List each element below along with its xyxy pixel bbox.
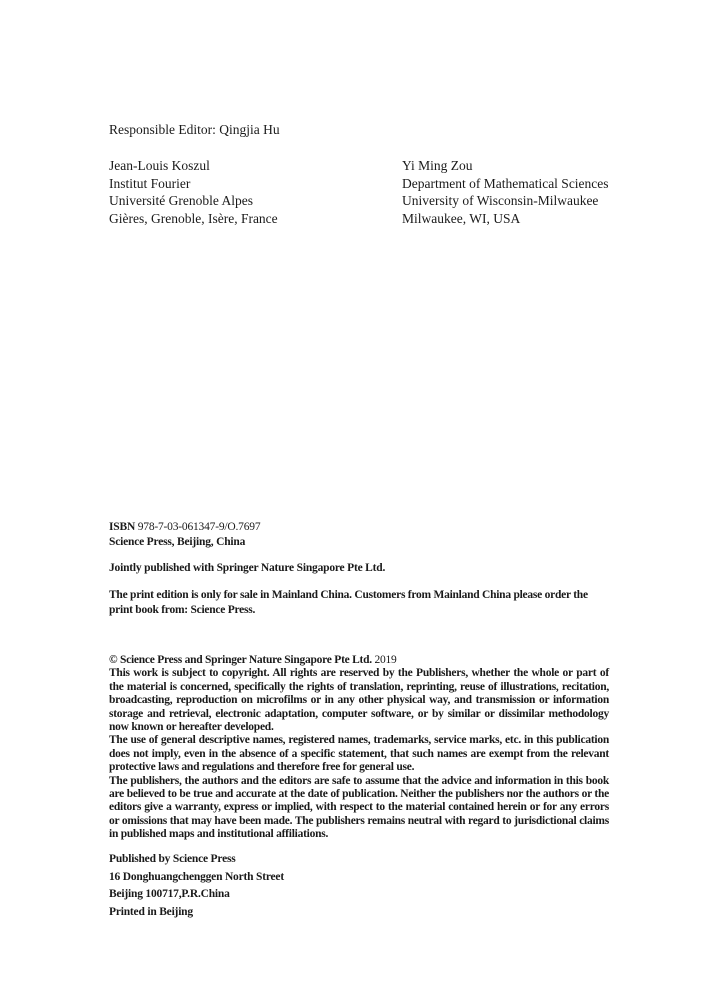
- author-name: Jean-Louis Koszul: [109, 158, 210, 173]
- editor-line: Responsible Editor: Qingjia Hu: [109, 122, 280, 137]
- copyright-holder: © Science Press and Springer Nature Singapore Pte Ltd.: [109, 654, 375, 666]
- author-affiliation: Université Grenoble Alpes: [109, 193, 253, 208]
- isbn-value: 978-7-03-061347-9/O.7697: [135, 521, 261, 533]
- author-affiliation: Department of Mathematical Sciences: [402, 175, 609, 191]
- author-name: Yi Ming Zou: [402, 158, 473, 173]
- author-location: Gières, Grenoble, Isère, France: [109, 210, 278, 226]
- author-location: Milwaukee, WI, USA: [402, 210, 521, 226]
- author-affiliation: University of Wisconsin-Milwaukee: [402, 193, 599, 208]
- copyright-holder-line: [109, 654, 609, 667]
- publisher-line: Published by Science Press: [109, 853, 236, 865]
- publisher-city: Beijing 100717,P.R.China: [109, 888, 230, 900]
- copyright-paragraph: This work is subject to copyright. All rights are reserved by the Publishers, whether the whole or part of the material is concerned, specifically the rights of translation, reprinting, reuse of illustrations, recitation, broadcasting, reproduction on microfilms or in any other physical way, and transmission or information storage and retrieval, electronic adaptation, computer software, or by similar or dissimilar methodology now known or hereafter developed.: [109, 667, 609, 734]
- jointly-published-note: Jointly published with Springer Nature Singapore Pte Ltd.: [109, 562, 386, 574]
- author-affiliation: Institut Fourier: [109, 175, 191, 191]
- isbn-label: ISBN: [109, 521, 136, 533]
- isbn-line: [109, 520, 260, 535]
- copyright-paragraph: The use of general descriptive names, registered names, trademarks, service marks, etc. in this publication does not imply, even in the absence of a specific statement, that such names are exempt from the relevant protective laws and regulations and therefore free for general use.: [109, 734, 609, 774]
- sale-note: The print edition is only for sale in Mainland China. Customers from Mainland China please order the print book from: Science Press.: [109, 589, 588, 616]
- responsible-editor: [109, 121, 280, 138]
- publisher-address: 16 Donghuangchenggen North Street: [109, 870, 284, 883]
- author-left: [109, 157, 278, 227]
- copyright-notice: [109, 654, 609, 842]
- publisher-info: [109, 851, 284, 921]
- press-line: Science Press, Beijing, China: [109, 536, 246, 548]
- printed-in: Printed in Beijing: [109, 905, 193, 918]
- copyright-paragraph: The publishers, the authors and the editors are safe to assume that the advice and information in this book are believed to be true and accurate at the date of publication. Neither the publishers nor the authors or the editors give a warranty, express or implied, with respect to the material contained herein or for any errors or omissions that may have been made. The publishers remains neutral with regard to jurisdictional claims in published maps and institutional affiliations.: [109, 774, 609, 841]
- isbn-block: [109, 520, 260, 550]
- copyright-year: 2019: [374, 654, 397, 666]
- author-right: [402, 157, 609, 227]
